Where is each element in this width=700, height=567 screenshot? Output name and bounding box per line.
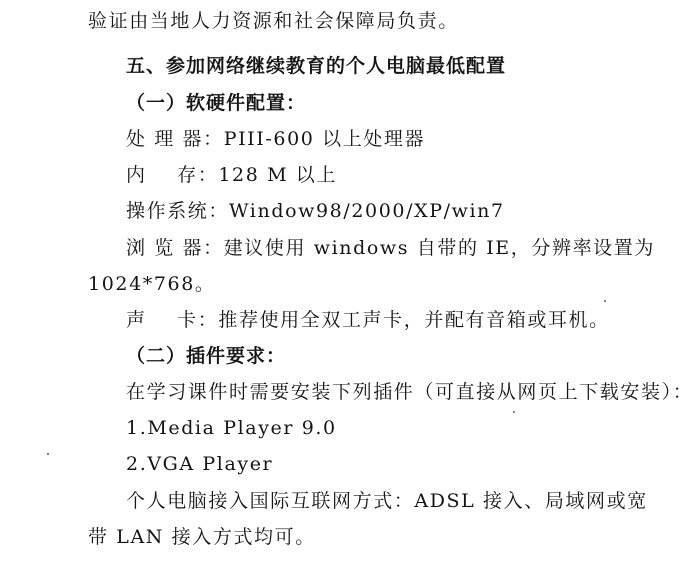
spec-row-cpu — [126, 127, 425, 151]
spec-value-sound-card: 推荐使用全双工声卡，并配有音箱或耳机。 — [218, 309, 610, 331]
subsection-2-heading: （二）插件要求： — [126, 345, 287, 367]
spec-value-os: Window98/2000/XP/win7 — [229, 200, 505, 222]
browser-resolution-continuation: 1024*768。 — [88, 273, 216, 295]
spec-label-sound-card: 声 卡： — [126, 309, 219, 331]
internet-access-line-2: 带 LAN 接入方式均可。 — [88, 526, 316, 548]
scan-speck — [604, 300, 606, 302]
spec-label-os: 操作系统： — [126, 200, 230, 222]
spec-row-sound-card — [126, 308, 610, 332]
intro-tail-text: 验证由当地人力资源和社会保障局负责。 — [88, 10, 459, 32]
plugin-item-media-player: 1.Media Player 9.0 — [126, 417, 337, 439]
spec-value-cpu: PIII-600 以上处理器 — [223, 128, 426, 150]
scan-speck — [47, 453, 49, 455]
spec-row-os — [126, 199, 505, 223]
internet-access-line-1: 个人电脑接入国际互联网方式：ADSL 接入、局域网或宽 — [126, 490, 648, 512]
spec-row-browser — [126, 236, 655, 260]
spec-value-browser: 建议使用 windows 自带的 IE，分辨率设置为 — [223, 237, 655, 259]
scan-speck — [513, 411, 515, 413]
spec-label-memory: 内 存： — [126, 164, 219, 186]
spec-label-browser: 浏 览 器： — [126, 237, 224, 259]
spec-label-cpu: 处 理 器： — [126, 128, 224, 150]
spec-row-memory — [126, 163, 337, 187]
section-heading: 五、参加网络继续教育的个人电脑最低配置 — [126, 55, 507, 77]
spec-value-memory: 128 M 以上 — [218, 164, 337, 186]
plugin-item-vga-player: 2.VGA Player — [126, 453, 274, 475]
subsection-1-heading: （一）软硬件配置： — [126, 92, 307, 114]
plugins-intro-text: 在学习课件时需要安装下列插件（可直接从网页上下载安装）： — [126, 381, 694, 403]
